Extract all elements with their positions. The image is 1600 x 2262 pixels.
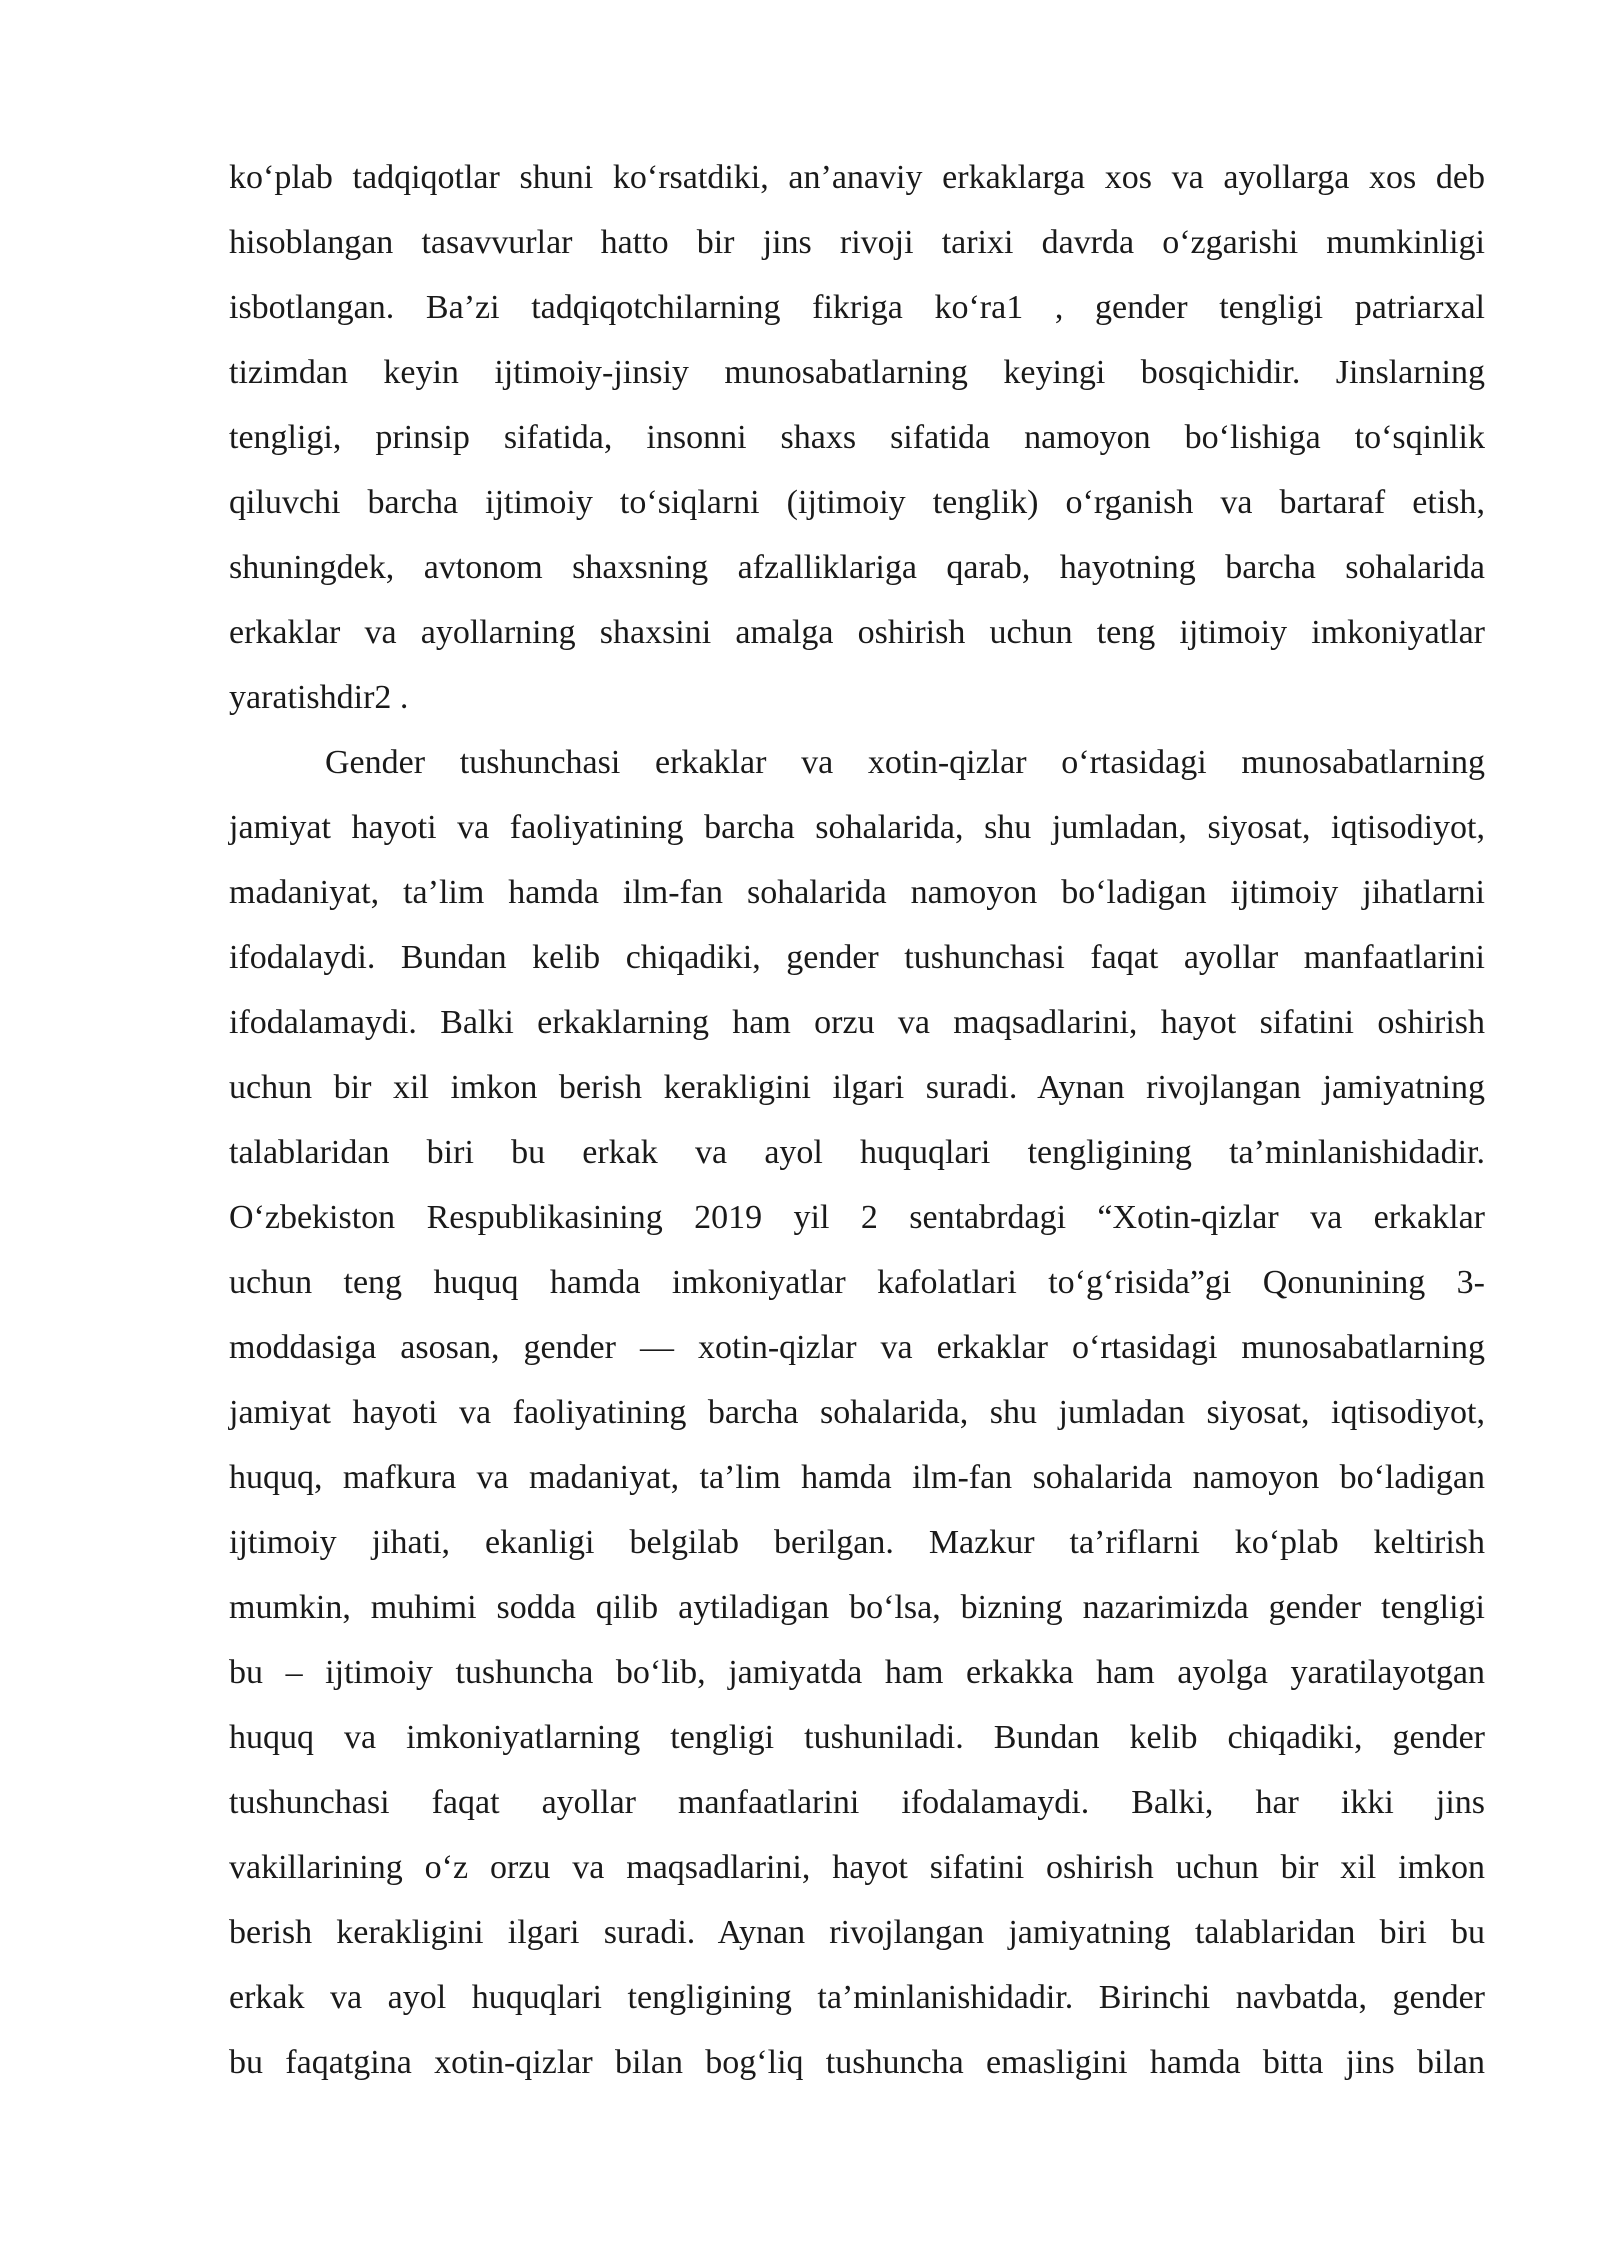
text-line: uchun bir xil imkon berish kerakligini ilgari suradi. Aynan rivojlangan jamiyatning bbox=[229, 1069, 1485, 1106]
text-line: ifodalamaydi. Balki erkaklarning ham orzu va maqsadlarini, hayot sifatini oshirish bbox=[229, 1004, 1485, 1041]
text-line: ijtimoiy jihati, ekanligi belgilab berilgan. Mazkur ta’riflarni ko‘plab keltirish bbox=[229, 1524, 1485, 1561]
text-line: erkaklar va ayollarning shaxsini amalga oshirish uchun teng ijtimoiy imkoniyatlar bbox=[229, 614, 1485, 651]
body-text bbox=[229, 145, 1485, 2095]
text-line: O‘zbekiston Respublikasining 2019 yil 2 sentabrdagi “Xotin-qizlar va erkaklar bbox=[229, 1199, 1485, 1236]
text-line: tizimdan keyin ijtimoiy-jinsiy munosabatlarning keyingi bosqichidir. Jinslarning bbox=[229, 354, 1485, 391]
text-line: isbotlangan. Ba’zi tadqiqotchilarning fikriga ko‘ra1 , gender tengligi patriarxal bbox=[229, 289, 1485, 326]
text-line: ko‘plab tadqiqotlar shuni ko‘rsatdiki, an’anaviy erkaklarga xos va ayollarga xos deb bbox=[229, 159, 1485, 196]
text-line: bu – ijtimoiy tushuncha bo‘lib, jamiyatda ham erkakka ham ayolga yaratilayotgan bbox=[229, 1654, 1485, 1691]
text-line: ifodalaydi. Bundan kelib chiqadiki, gender tushunchasi faqat ayollar manfaatlarini bbox=[229, 939, 1485, 976]
text-line: tengligi, prinsip sifatida, insonni shaxs sifatida namoyon bo‘lishiga to‘sqinlik bbox=[229, 419, 1485, 456]
paragraph-first-line: Gender tushunchasi erkaklar va xotin-qizlar o‘rtasidagi munosabatlarning bbox=[325, 744, 1485, 781]
text-line: qiluvchi barcha ijtimoiy to‘siqlarni (ijtimoiy tenglik) o‘rganish va bartaraf etish, bbox=[229, 484, 1485, 521]
paragraph-end-line: yaratishdir2 . bbox=[229, 679, 409, 716]
text-line: mumkin, muhimi sodda qilib aytiladigan bo‘lsa, bizning nazarimizda gender tengligi bbox=[229, 1589, 1485, 1626]
text-line: vakillarining o‘z orzu va maqsadlarini, hayot sifatini oshirish uchun bir xil imkon bbox=[229, 1849, 1485, 1886]
text-line: jamiyat hayoti va faoliyatining barcha sohalarida, shu jumladan, siyosat, iqtisodiyot, bbox=[229, 809, 1485, 846]
text-line: uchun teng huquq hamda imkoniyatlar kafolatlari to‘g‘risida”gi Qonunining 3- bbox=[229, 1264, 1485, 1301]
text-line: shuningdek, avtonom shaxsning afzalliklariga qarab, hayotning barcha sohalarida bbox=[229, 549, 1485, 586]
text-line: hisoblangan tasavvurlar hatto bir jins rivoji tarixi davrda o‘zgarishi mumkinligi bbox=[229, 224, 1485, 261]
text-line: talablaridan biri bu erkak va ayol huquqlari tengligining ta’minlanishidadir. bbox=[229, 1134, 1485, 1171]
text-line: madaniyat, ta’lim hamda ilm-fan sohalarida namoyon bo‘ladigan ijtimoiy jihatlarni bbox=[229, 874, 1485, 911]
text-line: berish kerakligini ilgari suradi. Aynan rivojlangan jamiyatning talablaridan biri bu bbox=[229, 1914, 1485, 1951]
text-line: jamiyat hayoti va faoliyatining barcha sohalarida, shu jumladan siyosat, iqtisodiyot, bbox=[229, 1394, 1485, 1431]
text-line: huquq, mafkura va madaniyat, ta’lim hamda ilm-fan sohalarida namoyon bo‘ladigan bbox=[229, 1459, 1485, 1496]
text-line: bu faqatgina xotin-qizlar bilan bog‘liq tushuncha emasligini hamda bitta jins bilan bbox=[229, 2044, 1485, 2081]
text-line: tushunchasi faqat ayollar manfaatlarini ifodalamaydi. Balki, har ikki jins bbox=[229, 1784, 1485, 1821]
text-line: huquq va imkoniyatlarning tengligi tushuniladi. Bundan kelib chiqadiki, gender bbox=[229, 1719, 1485, 1756]
text-line: moddasiga asosan, gender — xotin-qizlar va erkaklar o‘rtasidagi munosabatlarning bbox=[229, 1329, 1485, 1366]
text-line: erkak va ayol huquqlari tengligining ta’minlanishidadir. Birinchi navbatda, gender bbox=[229, 1979, 1485, 2016]
